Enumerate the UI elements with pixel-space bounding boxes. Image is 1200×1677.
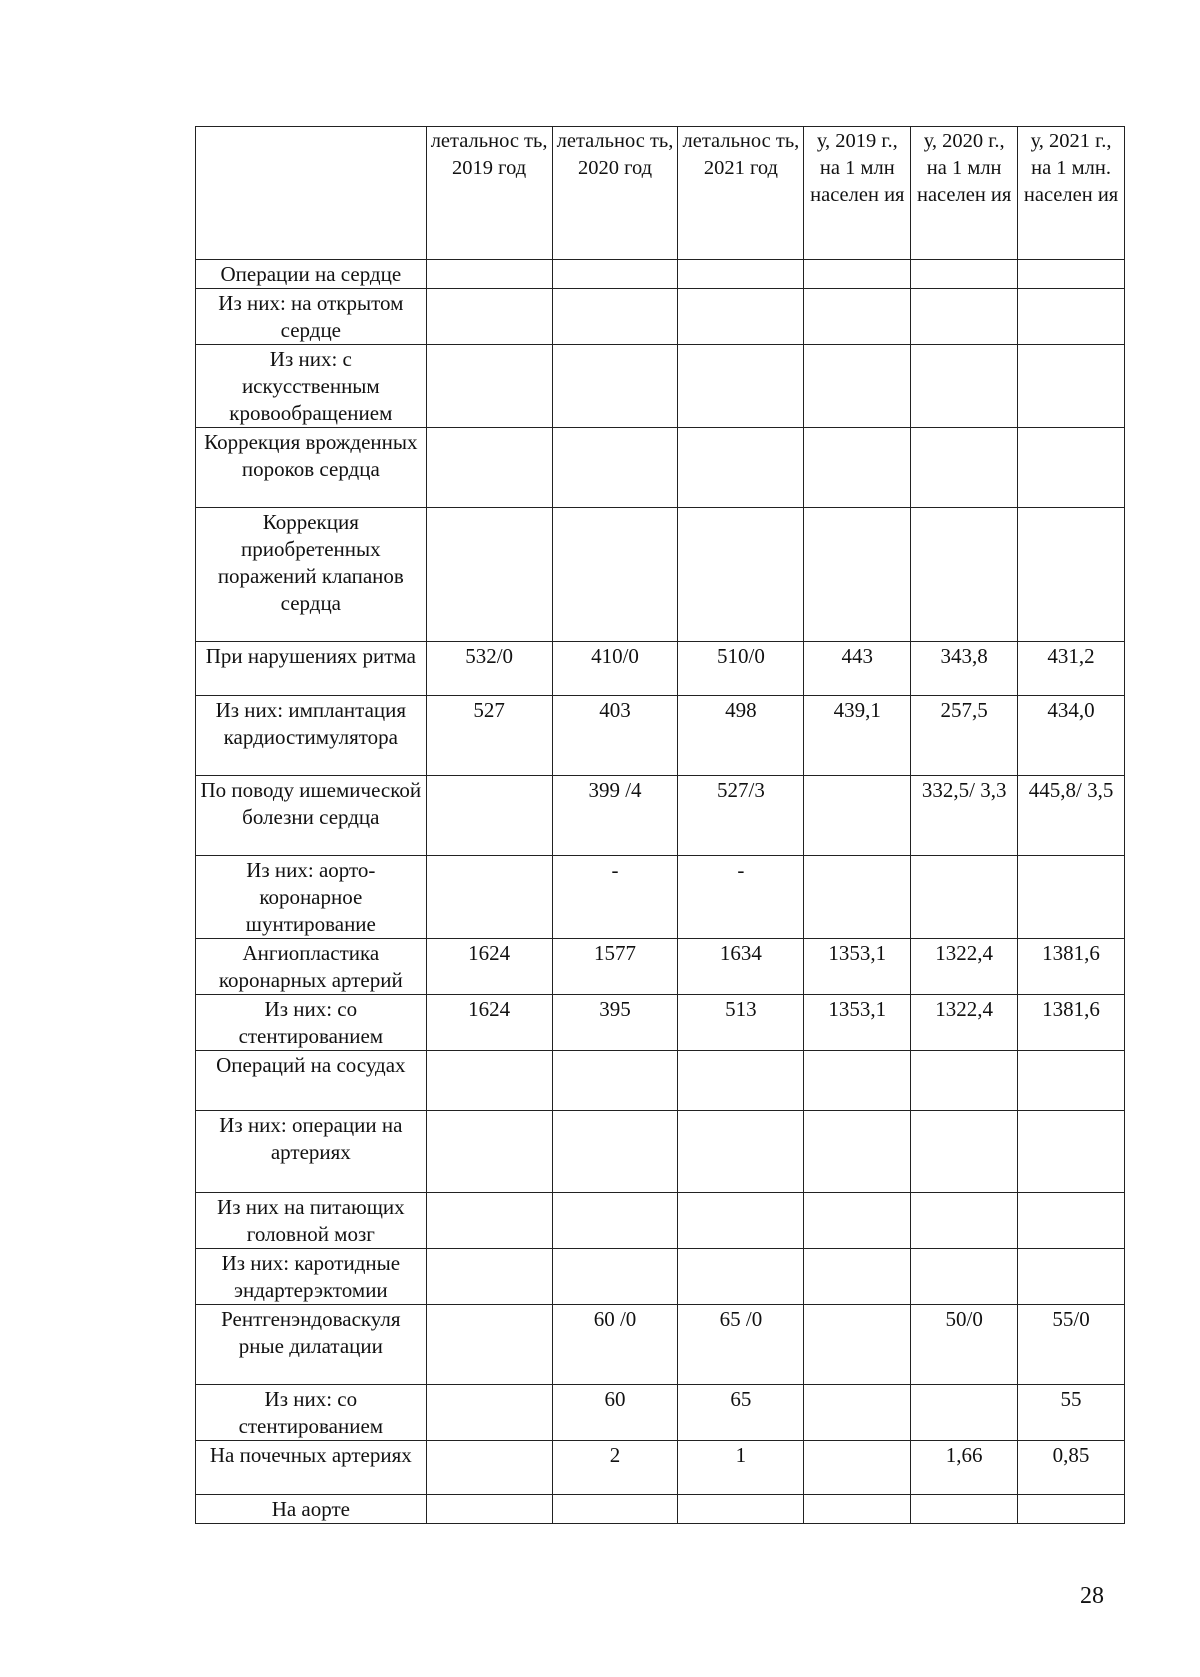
value-cell: 1624: [426, 995, 552, 1051]
value-cell: 60 /0: [552, 1305, 678, 1385]
value-cell: [426, 1051, 552, 1111]
value-cell: [678, 1495, 804, 1524]
value-cell: [552, 345, 678, 428]
value-cell: 434,0: [1018, 696, 1125, 776]
value-cell: [678, 1249, 804, 1305]
value-cell: [426, 776, 552, 856]
value-cell: [1018, 1249, 1125, 1305]
value-cell: [552, 1249, 678, 1305]
value-cell: [911, 428, 1018, 508]
value-cell: 527/3: [678, 776, 804, 856]
table-row: [196, 642, 1125, 696]
value-cell: 399 /4: [552, 776, 678, 856]
row-label-cell: Из них: со стентированием: [196, 995, 427, 1051]
data-table: [195, 126, 1125, 1524]
value-cell: 395: [552, 995, 678, 1051]
value-cell: 60: [552, 1385, 678, 1441]
value-cell: [552, 428, 678, 508]
value-cell: 510/0: [678, 642, 804, 696]
value-cell: [552, 1051, 678, 1111]
row-label-cell: Из них на питающих головной мозг: [196, 1193, 427, 1249]
value-cell: [1018, 856, 1125, 939]
value-cell: [552, 1193, 678, 1249]
value-cell: -: [552, 856, 678, 939]
table-row: [196, 289, 1125, 345]
value-cell: [426, 428, 552, 508]
table-row: [196, 1385, 1125, 1441]
table-row: [196, 1051, 1125, 1111]
value-cell: [804, 345, 911, 428]
row-label-cell: Рентгенэндоваскуля рные дилатации: [196, 1305, 427, 1385]
value-cell: [678, 508, 804, 642]
value-cell: [804, 1495, 911, 1524]
value-cell: [804, 289, 911, 345]
table-row: [196, 428, 1125, 508]
value-cell: 55: [1018, 1385, 1125, 1441]
table-row: [196, 260, 1125, 289]
table-row: [196, 856, 1125, 939]
table-row: [196, 995, 1125, 1051]
value-cell: 1353,1: [804, 939, 911, 995]
table-row: [196, 1249, 1125, 1305]
value-cell: [911, 1051, 1018, 1111]
value-cell: 343,8: [911, 642, 1018, 696]
value-cell: [678, 1111, 804, 1193]
row-label-cell: На аорте: [196, 1495, 427, 1524]
value-cell: [1018, 1193, 1125, 1249]
row-label-cell: Из них: со стентированием: [196, 1385, 427, 1441]
row-label-cell: По поводу ишемической болезни сердца: [196, 776, 427, 856]
value-cell: 1322,4: [911, 995, 1018, 1051]
value-cell: [552, 508, 678, 642]
value-cell: 431,2: [1018, 642, 1125, 696]
value-cell: [552, 289, 678, 345]
value-cell: [1018, 345, 1125, 428]
value-cell: [1018, 428, 1125, 508]
value-cell: 1322,4: [911, 939, 1018, 995]
value-cell: [911, 1385, 1018, 1441]
row-label-cell: Операций на сосудах: [196, 1051, 427, 1111]
value-cell: [426, 1385, 552, 1441]
row-label-cell: На почечных артериях: [196, 1441, 427, 1495]
value-cell: 403: [552, 696, 678, 776]
value-cell: [911, 1495, 1018, 1524]
value-cell: 1353,1: [804, 995, 911, 1051]
value-cell: [804, 1249, 911, 1305]
value-cell: 1634: [678, 939, 804, 995]
value-cell: [804, 1111, 911, 1193]
value-cell: [426, 345, 552, 428]
value-cell: 498: [678, 696, 804, 776]
value-cell: [804, 856, 911, 939]
value-cell: [1018, 1495, 1125, 1524]
table-row: [196, 1441, 1125, 1495]
value-cell: [1018, 1051, 1125, 1111]
value-cell: 0,85: [1018, 1441, 1125, 1495]
value-cell: -: [678, 856, 804, 939]
value-cell: 513: [678, 995, 804, 1051]
value-cell: [911, 508, 1018, 642]
value-cell: 1381,6: [1018, 995, 1125, 1051]
value-cell: [426, 856, 552, 939]
value-cell: [804, 428, 911, 508]
value-cell: [804, 776, 911, 856]
value-cell: [911, 1111, 1018, 1193]
value-cell: 445,8/ 3,5: [1018, 776, 1125, 856]
table-header-row: [196, 127, 1125, 260]
value-cell: [804, 1441, 911, 1495]
value-cell: [1018, 1111, 1125, 1193]
value-cell: [1018, 508, 1125, 642]
row-label-cell: Коррекция приобретенных поражений клапанов сердца: [196, 508, 427, 642]
table-body: [196, 260, 1125, 1524]
value-cell: 65: [678, 1385, 804, 1441]
value-cell: [426, 1249, 552, 1305]
value-cell: [552, 1111, 678, 1193]
header-cell: у, 2021 г., на 1 млн. населен ия: [1018, 127, 1125, 260]
value-cell: [804, 1051, 911, 1111]
value-cell: [426, 289, 552, 345]
value-cell: [678, 289, 804, 345]
row-label-cell: Из них: аорто-коронарное шунтирование: [196, 856, 427, 939]
row-label-cell: Из них: с искусственным кровообращением: [196, 345, 427, 428]
value-cell: [804, 1385, 911, 1441]
value-cell: 443: [804, 642, 911, 696]
table-row: [196, 939, 1125, 995]
value-cell: [911, 289, 1018, 345]
table-row: [196, 1305, 1125, 1385]
value-cell: [678, 345, 804, 428]
value-cell: 257,5: [911, 696, 1018, 776]
value-cell: [911, 856, 1018, 939]
value-cell: 532/0: [426, 642, 552, 696]
value-cell: [804, 1193, 911, 1249]
table-row: [196, 508, 1125, 642]
value-cell: [426, 1111, 552, 1193]
header-cell: у, 2020 г., на 1 млн населен ия: [911, 127, 1018, 260]
value-cell: [426, 1193, 552, 1249]
value-cell: 65 /0: [678, 1305, 804, 1385]
row-label-cell: Из них: операции на артериях: [196, 1111, 427, 1193]
value-cell: 1624: [426, 939, 552, 995]
table-row: [196, 1193, 1125, 1249]
value-cell: [804, 1305, 911, 1385]
row-label-cell: Из них: имплантация кардиостимулятора: [196, 696, 427, 776]
value-cell: [426, 1495, 552, 1524]
value-cell: 410/0: [552, 642, 678, 696]
page-number: 28: [1080, 1583, 1104, 1609]
header-cell: летальнос ть, 2020 год: [552, 127, 678, 260]
header-cell: у, 2019 г., на 1 млн населен ия: [804, 127, 911, 260]
table-row: [196, 1111, 1125, 1193]
row-label-cell: При нарушениях ритма: [196, 642, 427, 696]
value-cell: 55/0: [1018, 1305, 1125, 1385]
value-cell: 50/0: [911, 1305, 1018, 1385]
value-cell: [911, 1249, 1018, 1305]
value-cell: [552, 1495, 678, 1524]
value-cell: [804, 260, 911, 289]
value-cell: 2: [552, 1441, 678, 1495]
table-row: [196, 345, 1125, 428]
row-label-cell: Коррекция врожденных пороков сердца: [196, 428, 427, 508]
value-cell: [678, 1051, 804, 1111]
table-row: [196, 1495, 1125, 1524]
row-label-cell: Ангиопластика коронарных артерий: [196, 939, 427, 995]
table-row: [196, 776, 1125, 856]
value-cell: 527: [426, 696, 552, 776]
row-label-cell: Из них: на открытом сердце: [196, 289, 427, 345]
row-label-cell: Операции на сердце: [196, 260, 427, 289]
value-cell: 439,1: [804, 696, 911, 776]
value-cell: [911, 1193, 1018, 1249]
value-cell: [426, 508, 552, 642]
table-row: [196, 696, 1125, 776]
value-cell: 1: [678, 1441, 804, 1495]
value-cell: [426, 1441, 552, 1495]
header-cell-label: [196, 127, 427, 260]
value-cell: [678, 1193, 804, 1249]
row-label-cell: Из них: каротидные эндартерэктомии: [196, 1249, 427, 1305]
value-cell: [804, 508, 911, 642]
value-cell: [426, 1305, 552, 1385]
value-cell: [911, 260, 1018, 289]
value-cell: 332,5/ 3,3: [911, 776, 1018, 856]
value-cell: [552, 260, 678, 289]
value-cell: 1381,6: [1018, 939, 1125, 995]
value-cell: [678, 260, 804, 289]
value-cell: 1,66: [911, 1441, 1018, 1495]
value-cell: [911, 345, 1018, 428]
header-cell: летальнос ть, 2019 год: [426, 127, 552, 260]
header-cell: летальнос ть, 2021 год: [678, 127, 804, 260]
value-cell: [426, 260, 552, 289]
value-cell: 1577: [552, 939, 678, 995]
value-cell: [1018, 260, 1125, 289]
value-cell: [678, 428, 804, 508]
value-cell: [1018, 289, 1125, 345]
